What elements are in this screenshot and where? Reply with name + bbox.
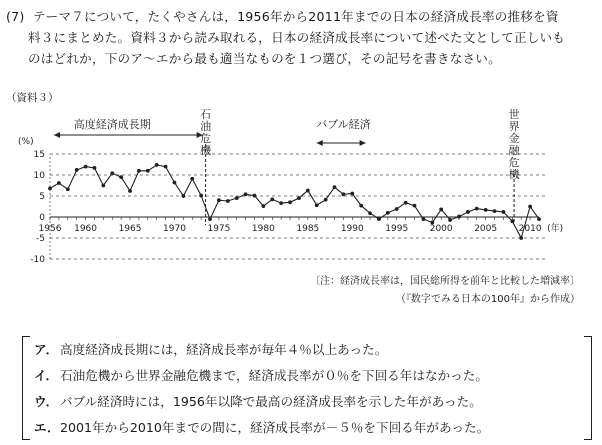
source-label: （資料３） (6, 92, 59, 104)
right-bracket (584, 336, 592, 440)
x-tick-label: 1985 (296, 224, 320, 234)
y-tick-label: 5 (39, 192, 45, 202)
data-point (128, 189, 132, 193)
oil-crisis-label: 機 (200, 144, 212, 157)
data-point (235, 196, 239, 200)
data-point (342, 192, 346, 196)
data-point (448, 218, 452, 222)
data-point (422, 217, 426, 221)
question-line-1: テーマ７について，たくやさんは，1956年から2011年までの日本の経済成長率の推移を資 (32, 9, 559, 24)
data-point (537, 217, 541, 221)
data-point (413, 204, 417, 208)
y-tick-label: 15 (33, 150, 45, 160)
data-point (137, 169, 141, 173)
data-point (270, 197, 274, 201)
question-number: (7) (6, 9, 25, 24)
financial-crisis-label: 界 (508, 120, 520, 133)
data-point (484, 208, 488, 212)
data-point (502, 210, 506, 214)
x-tick-label: 1965 (118, 224, 142, 234)
data-point (66, 187, 70, 191)
choice-i: イ． 石油危機から世界金融危機まで，経済成長率が０％を下回る年はなかった。 (34, 368, 488, 383)
data-point (386, 211, 390, 215)
data-point (306, 189, 310, 193)
y-tick-label: -10 (30, 255, 45, 265)
data-point (493, 209, 497, 213)
financial-crisis-label: 危 (508, 156, 520, 169)
y-axis-label: (%) (18, 137, 34, 147)
data-point (439, 208, 443, 212)
financial-crisis-label: 世 (508, 108, 520, 121)
data-point (199, 194, 203, 198)
arrow-head-right (360, 140, 366, 146)
oil-crisis-label: 油 (200, 120, 212, 133)
note-definition: 〔注：経済成長率は，国民総所得を前年と比較した増減率〕 (310, 276, 580, 287)
data-point (359, 204, 363, 208)
oil-crisis-label: 危 (200, 132, 212, 145)
y-tick-label: 10 (33, 171, 45, 181)
x-tick-label: 1995 (385, 224, 409, 234)
data-point (48, 187, 52, 191)
data-point (75, 168, 79, 172)
data-point (324, 198, 328, 202)
y-tick-label: 0 (39, 213, 45, 223)
x-tick-label: 1990 (340, 224, 364, 234)
data-point (119, 175, 123, 179)
data-point (519, 236, 523, 240)
x-tick-label: 1956 (38, 224, 62, 234)
high-growth-label: 高度経済成長期 (73, 118, 151, 131)
x-axis-label: (年) (547, 224, 564, 234)
question-text (6, 6, 598, 69)
data-point (208, 217, 212, 221)
data-point (528, 205, 532, 209)
data-point (350, 192, 354, 196)
data-point (333, 185, 337, 189)
data-point (510, 219, 514, 223)
data-point (457, 215, 461, 219)
question-line-2: 料３にまとめた。資料３から読み取れる，日本の経済成長率について述べた文として正しいも (28, 30, 566, 45)
oil-crisis-label: 石 (200, 108, 212, 121)
arrow-head-left (54, 132, 60, 138)
bubble-label: バブル経済 (316, 118, 371, 131)
data-point (297, 196, 301, 200)
choice-e: エ．2001年から2010年までの間に，経済成長率が－５％を下回る年があった。 (34, 420, 490, 435)
data-point (146, 169, 150, 173)
data-point (279, 201, 283, 205)
x-tick-label: 2010 (518, 224, 542, 234)
data-point (377, 217, 381, 221)
financial-crisis-label: 融 (508, 144, 520, 157)
arrow-head-left (317, 140, 323, 146)
data-point (173, 181, 177, 185)
note-source: （『数字でみる日本の100年』から作成） (395, 294, 580, 305)
x-tick-label: 1960 (74, 224, 98, 234)
data-point (475, 207, 479, 211)
y-tick-label: -5 (36, 234, 45, 244)
data-point (190, 177, 194, 181)
data-point (288, 200, 292, 204)
data-point (181, 194, 185, 198)
data-point (217, 198, 221, 202)
data-point (164, 165, 168, 169)
data-point (466, 210, 470, 214)
question-line-3: のはどれか，下のア～エから最も適当なものを１つ選び，その記号を書きなさい。 (28, 51, 501, 66)
data-point (155, 163, 159, 167)
x-tick-label: 2005 (474, 224, 498, 234)
data-point (315, 203, 319, 207)
answer-choices (22, 336, 592, 440)
x-tick-label: 1975 (207, 224, 231, 234)
data-point (404, 201, 408, 205)
choice-u: ウ． バブル経済時には，1956年以降で最高の経済成長率を示した年があった。 (34, 394, 482, 409)
x-tick-label: 1980 (251, 224, 275, 234)
data-point (84, 165, 88, 169)
growth-rate-chart (0, 96, 602, 272)
choice-a: ア． 高度経済成長期には，経済成長率が毎年４％以上あった。 (34, 342, 388, 357)
data-point (244, 192, 248, 196)
financial-crisis-label: 機 (508, 168, 520, 181)
x-tick-label: 2000 (429, 224, 453, 234)
data-point (226, 199, 230, 203)
x-tick-label: 1970 (163, 224, 186, 234)
data-point (110, 171, 114, 175)
left-bracket (22, 336, 30, 440)
financial-crisis-label: 金 (508, 132, 520, 145)
data-point (101, 184, 105, 188)
data-point (430, 221, 434, 225)
data-point (57, 181, 61, 185)
data-point (253, 194, 257, 198)
data-point (395, 207, 399, 211)
data-point (368, 211, 372, 215)
data-point (261, 204, 265, 208)
data-point (93, 166, 97, 170)
